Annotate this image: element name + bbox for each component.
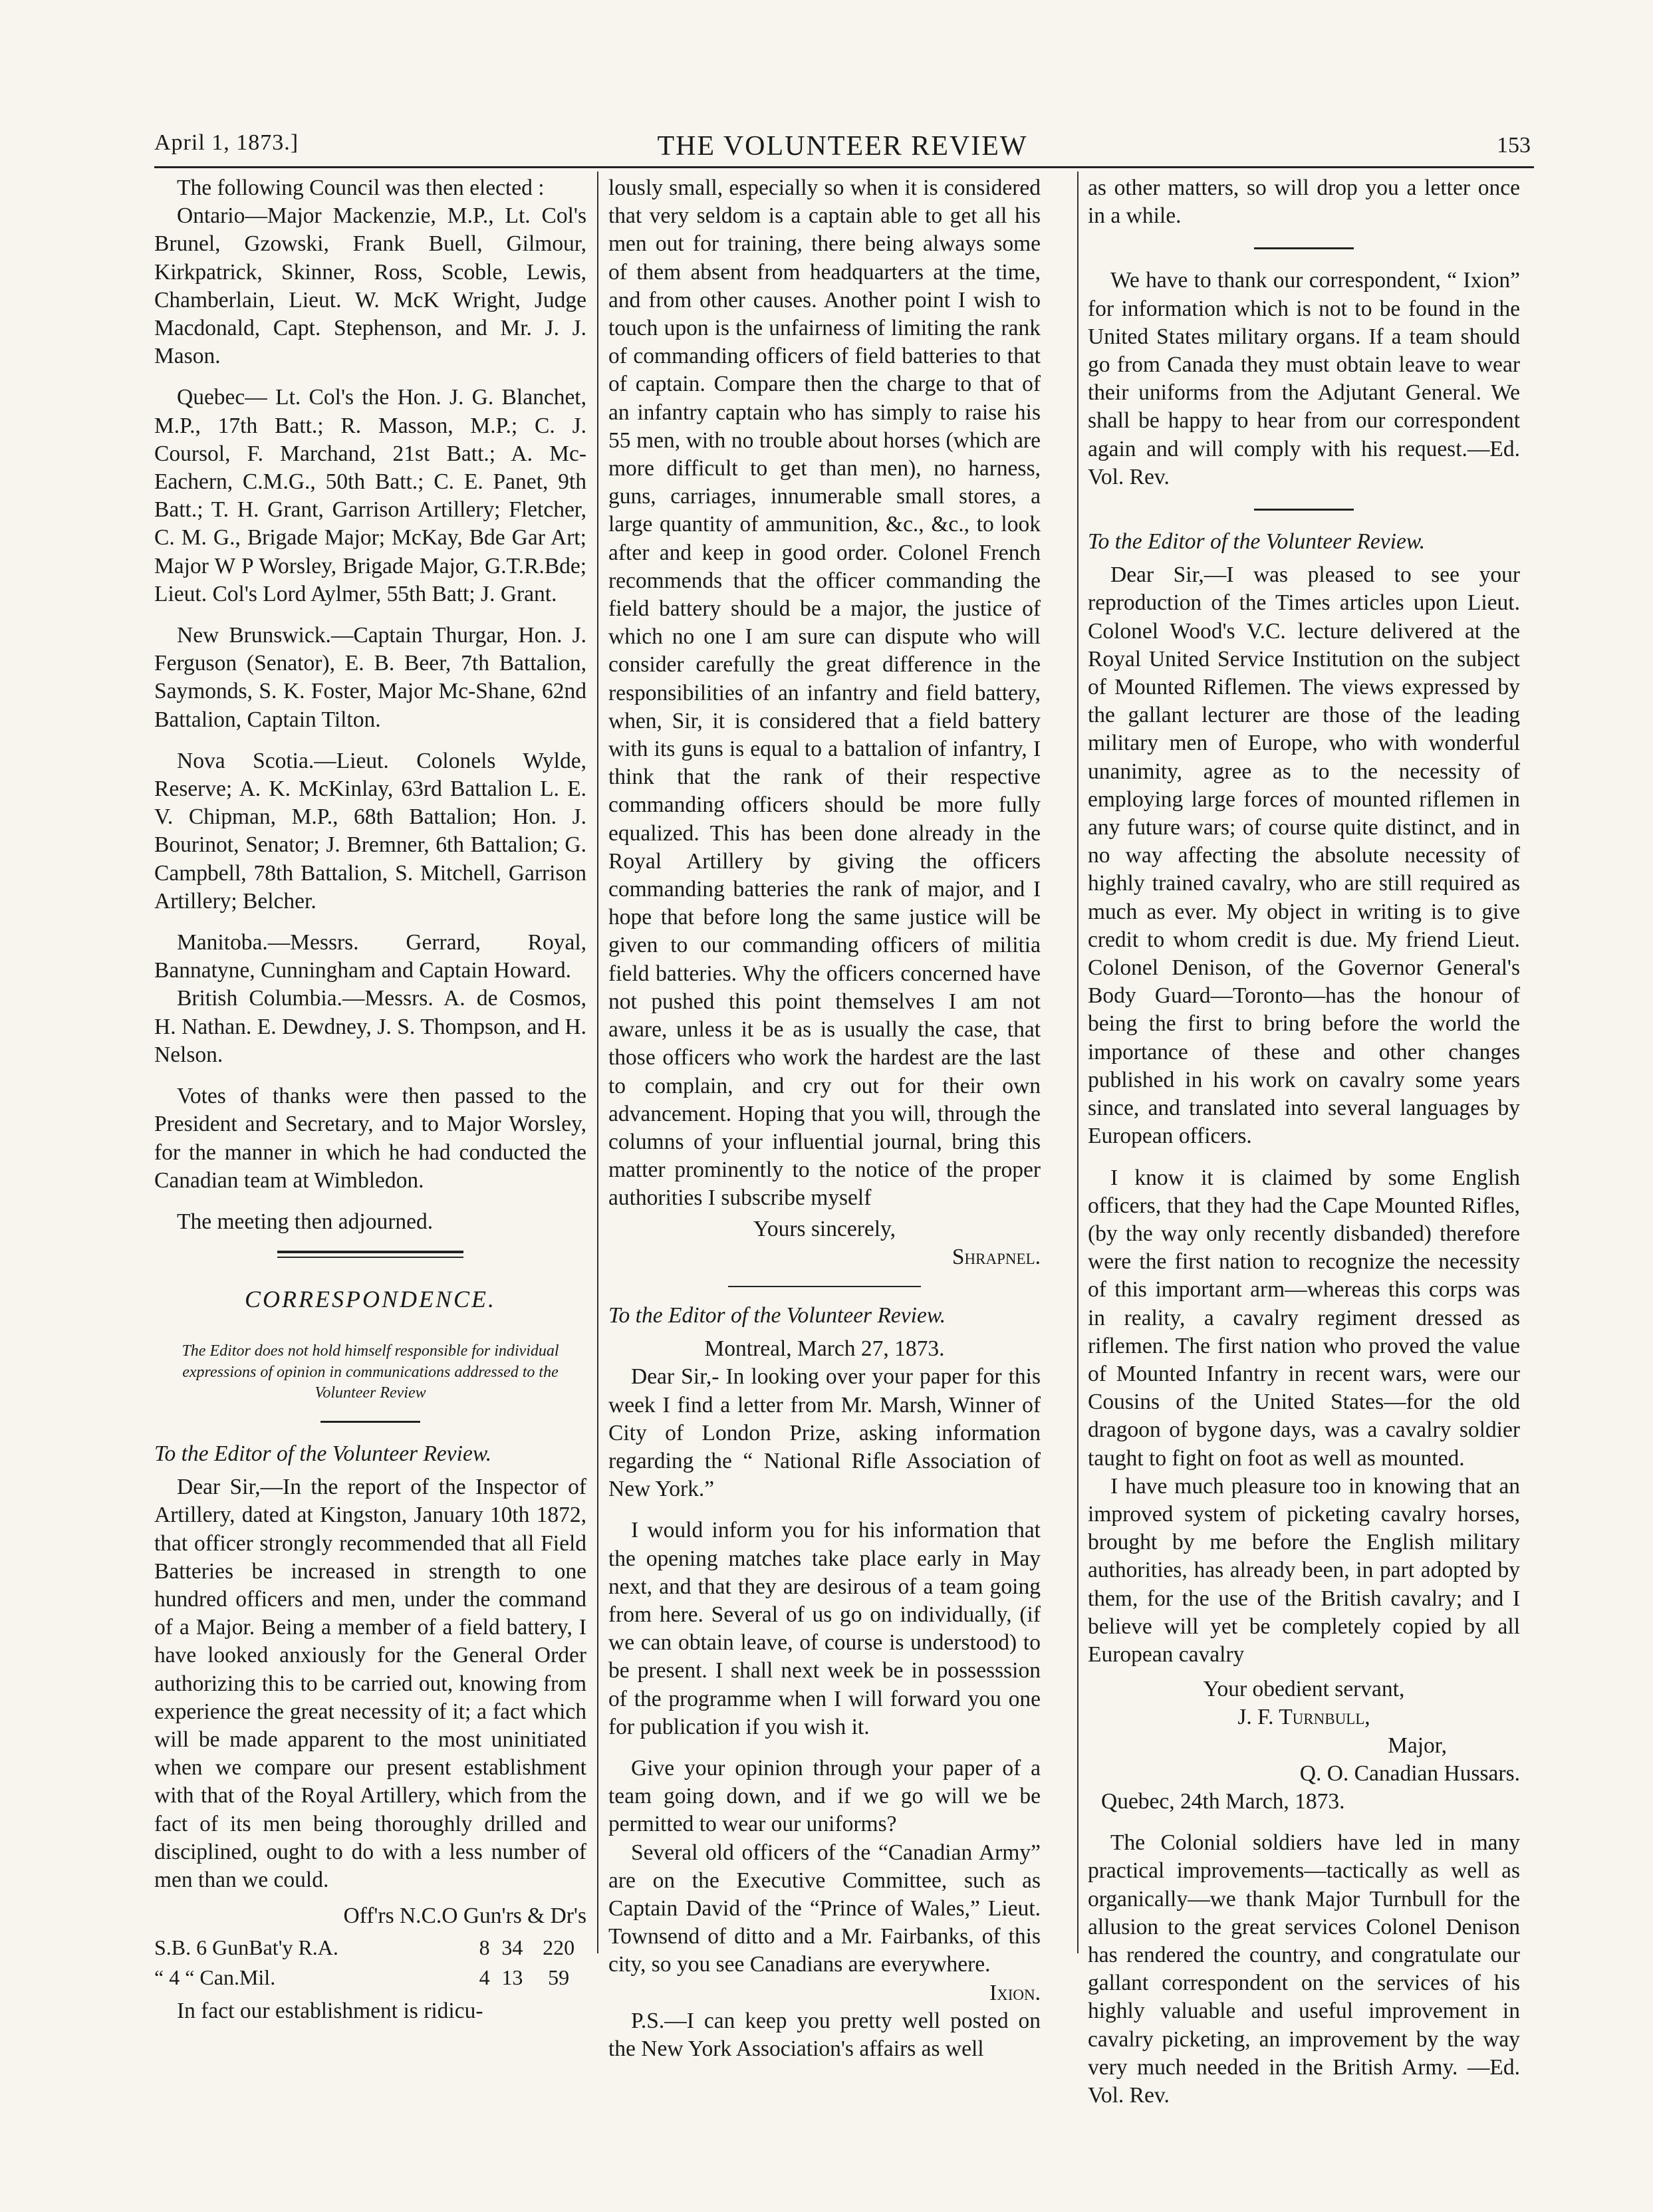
row-label: “ 4 “ Can.Mil. <box>154 1965 276 1989</box>
letter2-paragraph: Several old officers of the “Canadian Army” are on the Executive Committee, such as Captain David of the “Prince of Wales,” Lieut. Townsend of ditto and a Mr. Fairbanks, of this city, so you see Canadians are everywhere. <box>608 1840 1041 1977</box>
officers-cell: 4 <box>479 1965 490 1989</box>
letter3-signature-rank: Major, <box>1388 1733 1447 1758</box>
column-divider <box>597 172 598 1953</box>
divider-rule <box>728 1286 921 1287</box>
letter1-continuation: In fact our establishment is ridicu- <box>177 1999 483 2024</box>
section-heading: CORRESPONDENCE. <box>245 1286 496 1313</box>
editor-reply-1: We have to thank our correspondent, “ Ixion” for information which is not to be found in the United States military organs. If a team should go from Canada they must obtain leave to wear their uniforms from the Adjutant General. We shall be happy to hear from our correspondent again and will comply with his request.—Ed. Vol. Rev. <box>1088 268 1520 489</box>
page-header <box>154 130 1531 170</box>
letter3-signature-unit: Q. O. Canadian Hussars. <box>1299 1761 1520 1786</box>
issue-date: April 1, 1873.] <box>154 130 299 155</box>
editor-disclaimer: The Editor does not hold himself responsible for individual expressions of opinion in communications addressed to the Volunteer Review <box>182 1342 559 1402</box>
letter2-salutation-to: To the Editor of the Volunteer Review. <box>608 1302 946 1328</box>
divider-rule <box>320 1421 420 1423</box>
officers-cell: 8 <box>479 1935 490 1960</box>
column-2 <box>608 174 1041 2063</box>
column-1 <box>154 174 586 2025</box>
column-3 <box>1088 174 1520 2110</box>
table-header: Off'rs N.C.O Gun'rs & Dr's <box>343 1904 586 1929</box>
council-ontario: Ontario—Major Mackenzie, M.P., Lt. Col's Brunel, Gzowski, Frank Buell, Gilmour, Kirkpatrick, Skinner, Ross, Scoble, Lewis, Chamberlain, Lieut. W. McK Wright, Judge Macdonald, Capt. Stephenson, and Mr. J. J. Mason. <box>154 203 586 369</box>
letter3-paragraph: I have much pleasure too in knowing that an improved system of picketing cavalry horses, brought by me before the English military authorities, has already been, in part adopted by them, for the use of the British cavalry; and I believe will yet be completely copied by all European cavalry <box>1088 1473 1520 1667</box>
row-label: S.B. 6 GunBat'y R.A. <box>154 1935 338 1960</box>
nco-cell: 13 <box>501 1965 523 1989</box>
votes-of-thanks: Votes of thanks were then passed to the President and Secretary, and to Major Worsley, for the manner in which he had conducted the Canadian team at Wimbledon. <box>154 1084 586 1193</box>
letter2-paragraph: I would inform you for his information that the opening matches take place early in May next, and that they are desirous of a team going from here. Several of us go on individually, (if we can obtain leave, of course is understood) to be present. I shall next week be in possesssion of the programme when I will forward you one for publication if you wish it. <box>608 1518 1041 1739</box>
establishment-table <box>154 1933 586 1992</box>
letter2-postscript: P.S.—I can keep you pretty well posted on the New York Association's affairs as well <box>608 2008 1041 2061</box>
letter3-paragraph: I know it is claimed by some English officers, that they had the Cape Mounted Rifles, (by the way only recently disbanded) therefore were the first nation to recognize the necessity of this important arm—whereas this corps was in reality, a cavalry regiment dressed as riflemen. The first nation who proved the value of Mounted Infantry in recent wars, were our Cousins of the United States—for the old dragoon of bygone days, was a cavalry soldier taught to fight on foot as well as mounted. <box>1088 1165 1520 1471</box>
page-number: 153 <box>1497 133 1531 158</box>
letter2-continuation: as other matters, so will drop you a letter once in a while. <box>1088 176 1520 229</box>
council-quebec: Quebec— Lt. Col's the Hon. J. G. Blanchet, M.P., 17th Batt.; R. Masson, M.P.; C. J. Coursol, F. Marchand, 21st Batt.; A. Mc-Eachern, C.M.G., 50th Batt.; C. E. Panet, 9th Batt.; T. H. Grant, Garrison Artillery; Fletcher, C. M. G., Brigade Major; McKay, Bde Gar Art; Major W P Worsley, Brigade Major, G.T.R.Bde; Lieut. Col's Lord Aylmer, 55th Batt; J. Grant. <box>154 385 586 606</box>
header-rule <box>154 166 1534 168</box>
council-british-columbia: British Columbia.—Messrs. A. de Cosmos, H. Nathan. E. Dewdney, J. S. Thompson, and H. Nelson. <box>154 986 586 1067</box>
letter3-closing: Your obedient servant, <box>1203 1677 1405 1702</box>
letter3-dateline: Quebec, 24th March, 1873. <box>1101 1788 1345 1814</box>
council-nova-scotia: Nova Scotia.—Lieut. Colonels Wylde, Reserve; A. K. McKinlay, 63rd Battalion L. E. V. Chipman, M.P., 68th Battalion; Hon. J. Bourinot, Senator; J. Bremner, 6th Battalion; G. Campbell, 78th Battalion, S. Mitchell, Garrison Artillery; Belcher. <box>154 748 586 914</box>
editor-reply-2: The Colonial soldiers have led in many practical improvements—tactically as well as organically—we thank Major Turnbull for the allusion to the great services Colonel Denison has rendered the country, and congratulate our gallant correspondent on the services of his highly valuable and useful improvement in cavalry picketing, an improvement by the way very much needed in the British Army. —Ed. Vol. Rev. <box>1088 1830 1520 2108</box>
council-new-brunswick: New Brunswick.—Captain Thurgar, Hon. J. Ferguson (Senator), E. B. Beer, 7th Battalion, Saymonds, S. K. Foster, Major Mc-Shane, 62nd Battalion, Captain Tilton. <box>154 623 586 732</box>
letter1-body: lously small, especially so when it is considered that very seldom is a captain able to get all his men out for training, there being always some of them absent from headquarters at the time, and from other causes. Another point I wish to touch upon is the unfairness of limiting the rank of commanding officers of field batteries to that of captain. Compare then the charge to that of an infantry captain who has simply to raise his 55 men, with no trouble about horses (which are more difficult to get than men), no harness, guns, carriages, innumerable small stores, a large quantity of ammunition, &c., &c., to look after and keep in good order. Colonel French recommends that the officer commanding the field battery should be a major, the justice of which no one I am sure can dispute who will consider carefully the great difference in the responsibilities of an infantry and field battery, when, Sir, it is considered that a field battery with its guns is equal to a battalion of infantry, I think that the rank of their respective commanding officers should be more fully equalized. This has been done already in the Royal Artillery by giving the officers commanding batteries the rank of major, and I hope that before long the same justice will be given to our commanding officers of militia field batteries. Why the officers concerned have not pushed this point themselves I am not aware, unless it be as is usually the case, that those officers who work the hardest are the last to complain, and cry out for their own advancement. Hoping that you will, through the columns of your influential journal, bring this matter prominently to the notice of the proper authorities I subscribe myself <box>608 176 1041 1211</box>
gunners-cell: 220 <box>543 1935 575 1960</box>
divider-rule <box>1254 509 1354 511</box>
letter3-paragraph: Dear Sir,—I was pleased to see your reproduction of the Times articles upon Lieut. Colonel Wood's V.C. lecture delivered at the Royal United Service Institution on the subject of Mounted Riflemen. The views expressed by the gallant lecturer are those of the leading military men of Europe, who with wonderful unanimity, agree as to the necessity of employing large forces of mounted riflemen in any future wars; of course quite distinct, and in no way affecting the absolute necessity of highly trained cavalry, who are still required as much as ever. My object in writing is to give credit to whom credit is due. My friend Lieut. Colonel Denison, of the Governor General's Body Guard—Toronto—has the honour of being the first to bring before the world the importance of these and other changes published in his work on cavalry some years since, and translated into several languages by European officers. <box>1088 562 1520 1149</box>
letter2-dateline: Montreal, March 27, 1873. <box>704 1336 945 1362</box>
table-row <box>154 1963 586 1992</box>
letter2-paragraph: Dear Sir,- In looking over your paper for this week I find a letter from Mr. Marsh, Winner of City of London Prize, asking information regarding the “ National Rifle Association of New York.” <box>608 1364 1041 1502</box>
letter2-signature: Ixion. <box>989 1980 1041 2005</box>
gunners-cell: 59 <box>548 1965 570 1989</box>
table-row <box>154 1933 586 1962</box>
letter1-paragraph: Dear Sir,—In the report of the Inspector of Artillery, dated at Kingston, January 10th 1872, that officer strongly recommended that all Field Batteries be increased in strength to one hundred officers and men, under the command of a Major. Being a member of a field battery, I have looked anxiously for the General Order authorizing this to be carried out, knowing from experience the great necessity of it; a fact which will be made apparent to the most uninitiated when we compare our present establishment with that of the Royal Artillery, which from the fact of its men being thoroughly drilled and disciplined, ought to do with a less number of men than we could. <box>154 1475 586 1893</box>
letter1-salutation-to: To the Editor of the Volunteer Review. <box>154 1441 492 1467</box>
section-rule <box>277 1251 463 1258</box>
meeting-adjourned: The meeting then adjourned. <box>177 1209 434 1234</box>
nco-cell: 34 <box>501 1935 523 1960</box>
journal-title: THE VOLUNTEER REVIEW <box>657 131 1028 162</box>
letter3-signature-name: J. F. Turnbull, <box>1237 1705 1370 1730</box>
column-divider <box>1077 172 1079 1953</box>
letter1-closing: Yours sincerely, <box>753 1216 896 1241</box>
council-intro: The following Council was then elected : <box>177 176 545 200</box>
letter3-salutation-to: To the Editor of the Volunteer Review. <box>1088 529 1426 554</box>
letter1-signature: Shrapnel. <box>952 1244 1041 1269</box>
divider-rule <box>1254 247 1354 249</box>
letter2-paragraph: Give your opinion through your paper of a team going down, and if we go will we be permitted to wear our uniforms? <box>608 1755 1041 1837</box>
council-manitoba: Manitoba.—Messrs. Gerrard, Royal, Bannatyne, Cunningham and Captain Howard. <box>154 930 586 983</box>
